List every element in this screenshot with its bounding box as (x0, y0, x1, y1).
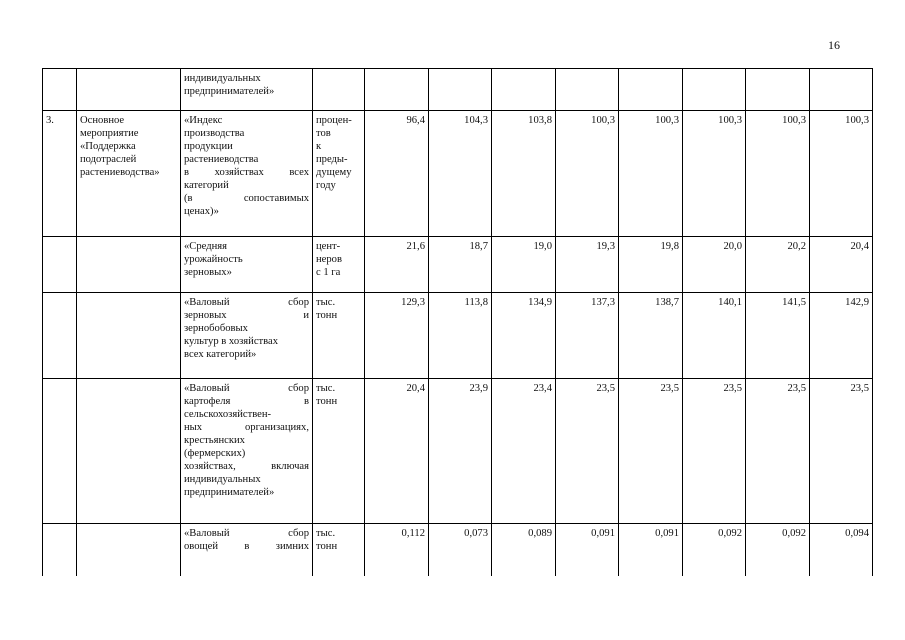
value-cell: 19,0 (492, 237, 556, 293)
value-cell: 23,5 (746, 379, 810, 524)
indicator-line: продукции (184, 141, 233, 152)
event-cell (77, 293, 181, 379)
value-cell: 137,3 (556, 293, 619, 379)
row-number-cell: 3. (43, 111, 77, 237)
unit-cell-line: тыс. (316, 383, 336, 394)
indicator-line: зерновых» (184, 267, 232, 278)
unit-cell-line: преды- (316, 154, 348, 165)
value-cell: 0,092 (746, 524, 810, 576)
value-cell: 100,3 (746, 111, 810, 237)
event-cell-line: «Поддержка (80, 141, 136, 152)
indicator-line: ценах)» (184, 206, 219, 217)
indicator-line (184, 421, 309, 434)
value-cell: 20,0 (683, 237, 746, 293)
indicator-line: предпринимателей» (184, 487, 275, 498)
indicator-line: зернобобовых (184, 323, 248, 334)
value-cell: 100,3 (683, 111, 746, 237)
unit-cell-line: процен- (316, 115, 352, 126)
indicator-line (184, 460, 309, 473)
indicator-word: сбор (288, 528, 309, 539)
row-number-cell (43, 237, 77, 293)
indicator-word: в (303, 396, 309, 407)
value-cell: 20,2 (746, 237, 810, 293)
value-cell: 0,089 (492, 524, 556, 576)
value-cell: 100,3 (619, 111, 683, 237)
table-row (43, 293, 873, 379)
indicator-line: крестьянских (184, 435, 245, 446)
indicator-line (184, 166, 309, 179)
indicator-cell (181, 524, 313, 576)
unit-cell-line: дущему (316, 167, 352, 178)
row-number-cell (43, 524, 77, 576)
event-cell-line: мероприятие (80, 128, 139, 139)
value-cell: 138,7 (619, 293, 683, 379)
indicator-cell (181, 379, 313, 524)
indicator-line: урожайность (184, 254, 243, 265)
indicator-word: организациях, (244, 422, 309, 433)
value-cell: 0,091 (556, 524, 619, 576)
event-cell (77, 69, 181, 111)
indicator-word: в (184, 167, 190, 178)
indicator-line: всех категорий» (184, 349, 257, 360)
unit-cell (313, 111, 365, 237)
unit-cell (313, 69, 365, 111)
value-cell: 96,4 (365, 111, 429, 237)
indicator-word: «Валовый (184, 297, 230, 308)
indicator-cell (181, 237, 313, 293)
value-cell: 140,1 (683, 293, 746, 379)
value-cell: 19,3 (556, 237, 619, 293)
value-cell: 0,073 (429, 524, 492, 576)
indicator-word: картофеля (184, 396, 231, 407)
indicator-word: зимних (275, 541, 309, 552)
value-cell: 23,5 (556, 379, 619, 524)
event-cell-line: Основное (80, 115, 125, 126)
value-cell: 100,3 (810, 111, 873, 237)
indicator-line (184, 527, 309, 540)
unit-cell-line: году (316, 180, 336, 191)
value-cell (492, 69, 556, 111)
value-cell: 23,4 (492, 379, 556, 524)
table-body (43, 69, 873, 576)
value-cell: 0,094 (810, 524, 873, 576)
indicator-line: культур в хозяйствах (184, 336, 279, 347)
indicator-word: всех (289, 167, 309, 178)
value-cell: 141,5 (746, 293, 810, 379)
indicator-line: предпринимателей» (184, 86, 275, 97)
indicator-line: производства (184, 128, 245, 139)
unit-cell-line: к (316, 141, 322, 152)
value-cell: 103,8 (492, 111, 556, 237)
value-cell: 23,5 (810, 379, 873, 524)
indicator-line (184, 296, 309, 309)
value-cell (683, 69, 746, 111)
row-number-cell (43, 69, 77, 111)
event-cell-line: растениеводства» (80, 167, 160, 178)
value-cell: 0,092 (683, 524, 746, 576)
value-cell: 20,4 (810, 237, 873, 293)
unit-cell (313, 237, 365, 293)
value-cell: 104,3 (429, 111, 492, 237)
table-row (43, 237, 873, 293)
indicator-word: хозяйствах, (184, 461, 236, 472)
unit-cell-line: тыс. (316, 528, 336, 539)
value-cell: 129,3 (365, 293, 429, 379)
indicator-line: индивидуальных (184, 73, 261, 84)
unit-cell-line: тонн (316, 396, 338, 407)
value-cell: 23,9 (429, 379, 492, 524)
indicator-word: (в (184, 193, 193, 204)
event-cell (77, 237, 181, 293)
unit-cell (313, 379, 365, 524)
value-cell: 19,8 (619, 237, 683, 293)
value-cell: 0,112 (365, 524, 429, 576)
indicator-word: «Валовый (184, 528, 230, 539)
indicator-line (184, 382, 309, 395)
indicator-line (184, 540, 309, 553)
value-cell (556, 69, 619, 111)
event-cell (77, 379, 181, 524)
indicators-table (42, 68, 873, 576)
value-cell: 23,5 (619, 379, 683, 524)
indicator-cell (181, 69, 313, 111)
unit-cell (313, 293, 365, 379)
value-cell: 142,9 (810, 293, 873, 379)
indicator-line: (фермерских) (184, 448, 246, 459)
indicator-word: сбор (288, 297, 309, 308)
indicator-line: сельскохозяйствен- (184, 409, 272, 420)
unit-cell-line: неров (316, 254, 342, 265)
indicator-line: индивидуальных (184, 474, 261, 485)
page-number: 16 (828, 38, 840, 52)
value-cell (619, 69, 683, 111)
unit-cell-line: тов (316, 128, 331, 139)
table-row (43, 111, 873, 237)
value-cell (365, 69, 429, 111)
indicator-cell (181, 293, 313, 379)
indicator-word: хозяйствах (214, 167, 264, 178)
value-cell: 21,6 (365, 237, 429, 293)
unit-cell-line: тонн (316, 541, 338, 552)
indicator-word: сбор (288, 383, 309, 394)
event-cell (77, 524, 181, 576)
value-cell: 0,091 (619, 524, 683, 576)
unit-cell-line: с 1 га (316, 267, 341, 278)
unit-cell-line: тонн (316, 310, 338, 321)
indicator-word: овощей (184, 541, 219, 552)
row-number-cell (43, 379, 77, 524)
row-number-cell (43, 293, 77, 379)
indicator-line: «Средняя (184, 241, 228, 252)
event-cell-line: подотраслей (80, 154, 137, 165)
indicator-word: в (244, 541, 250, 552)
indicator-word: сопоставимых (243, 193, 309, 204)
value-cell: 113,8 (429, 293, 492, 379)
unit-cell (313, 524, 365, 576)
value-cell (810, 69, 873, 111)
indicator-line: «Индекс (184, 115, 223, 126)
indicator-word: зерновых (184, 310, 227, 321)
table-row (43, 379, 873, 524)
value-cell (746, 69, 810, 111)
indicator-line: растениеводства (184, 154, 259, 165)
value-cell: 134,9 (492, 293, 556, 379)
indicator-cell (181, 111, 313, 237)
indicator-line (184, 309, 309, 322)
indicator-line (184, 192, 309, 205)
indicator-word: включая (271, 461, 309, 472)
indicator-line: категорий (184, 180, 229, 191)
indicator-word: и (303, 310, 309, 321)
table-row (43, 69, 873, 111)
event-cell (77, 111, 181, 237)
value-cell: 23,5 (683, 379, 746, 524)
value-cell: 20,4 (365, 379, 429, 524)
table-row (43, 524, 873, 576)
indicator-line (184, 395, 309, 408)
value-cell (429, 69, 492, 111)
value-cell: 100,3 (556, 111, 619, 237)
unit-cell-line: тыс. (316, 297, 336, 308)
indicator-word: ных (184, 422, 203, 433)
indicator-word: «Валовый (184, 383, 230, 394)
unit-cell-line: цент- (316, 241, 341, 252)
value-cell: 18,7 (429, 237, 492, 293)
